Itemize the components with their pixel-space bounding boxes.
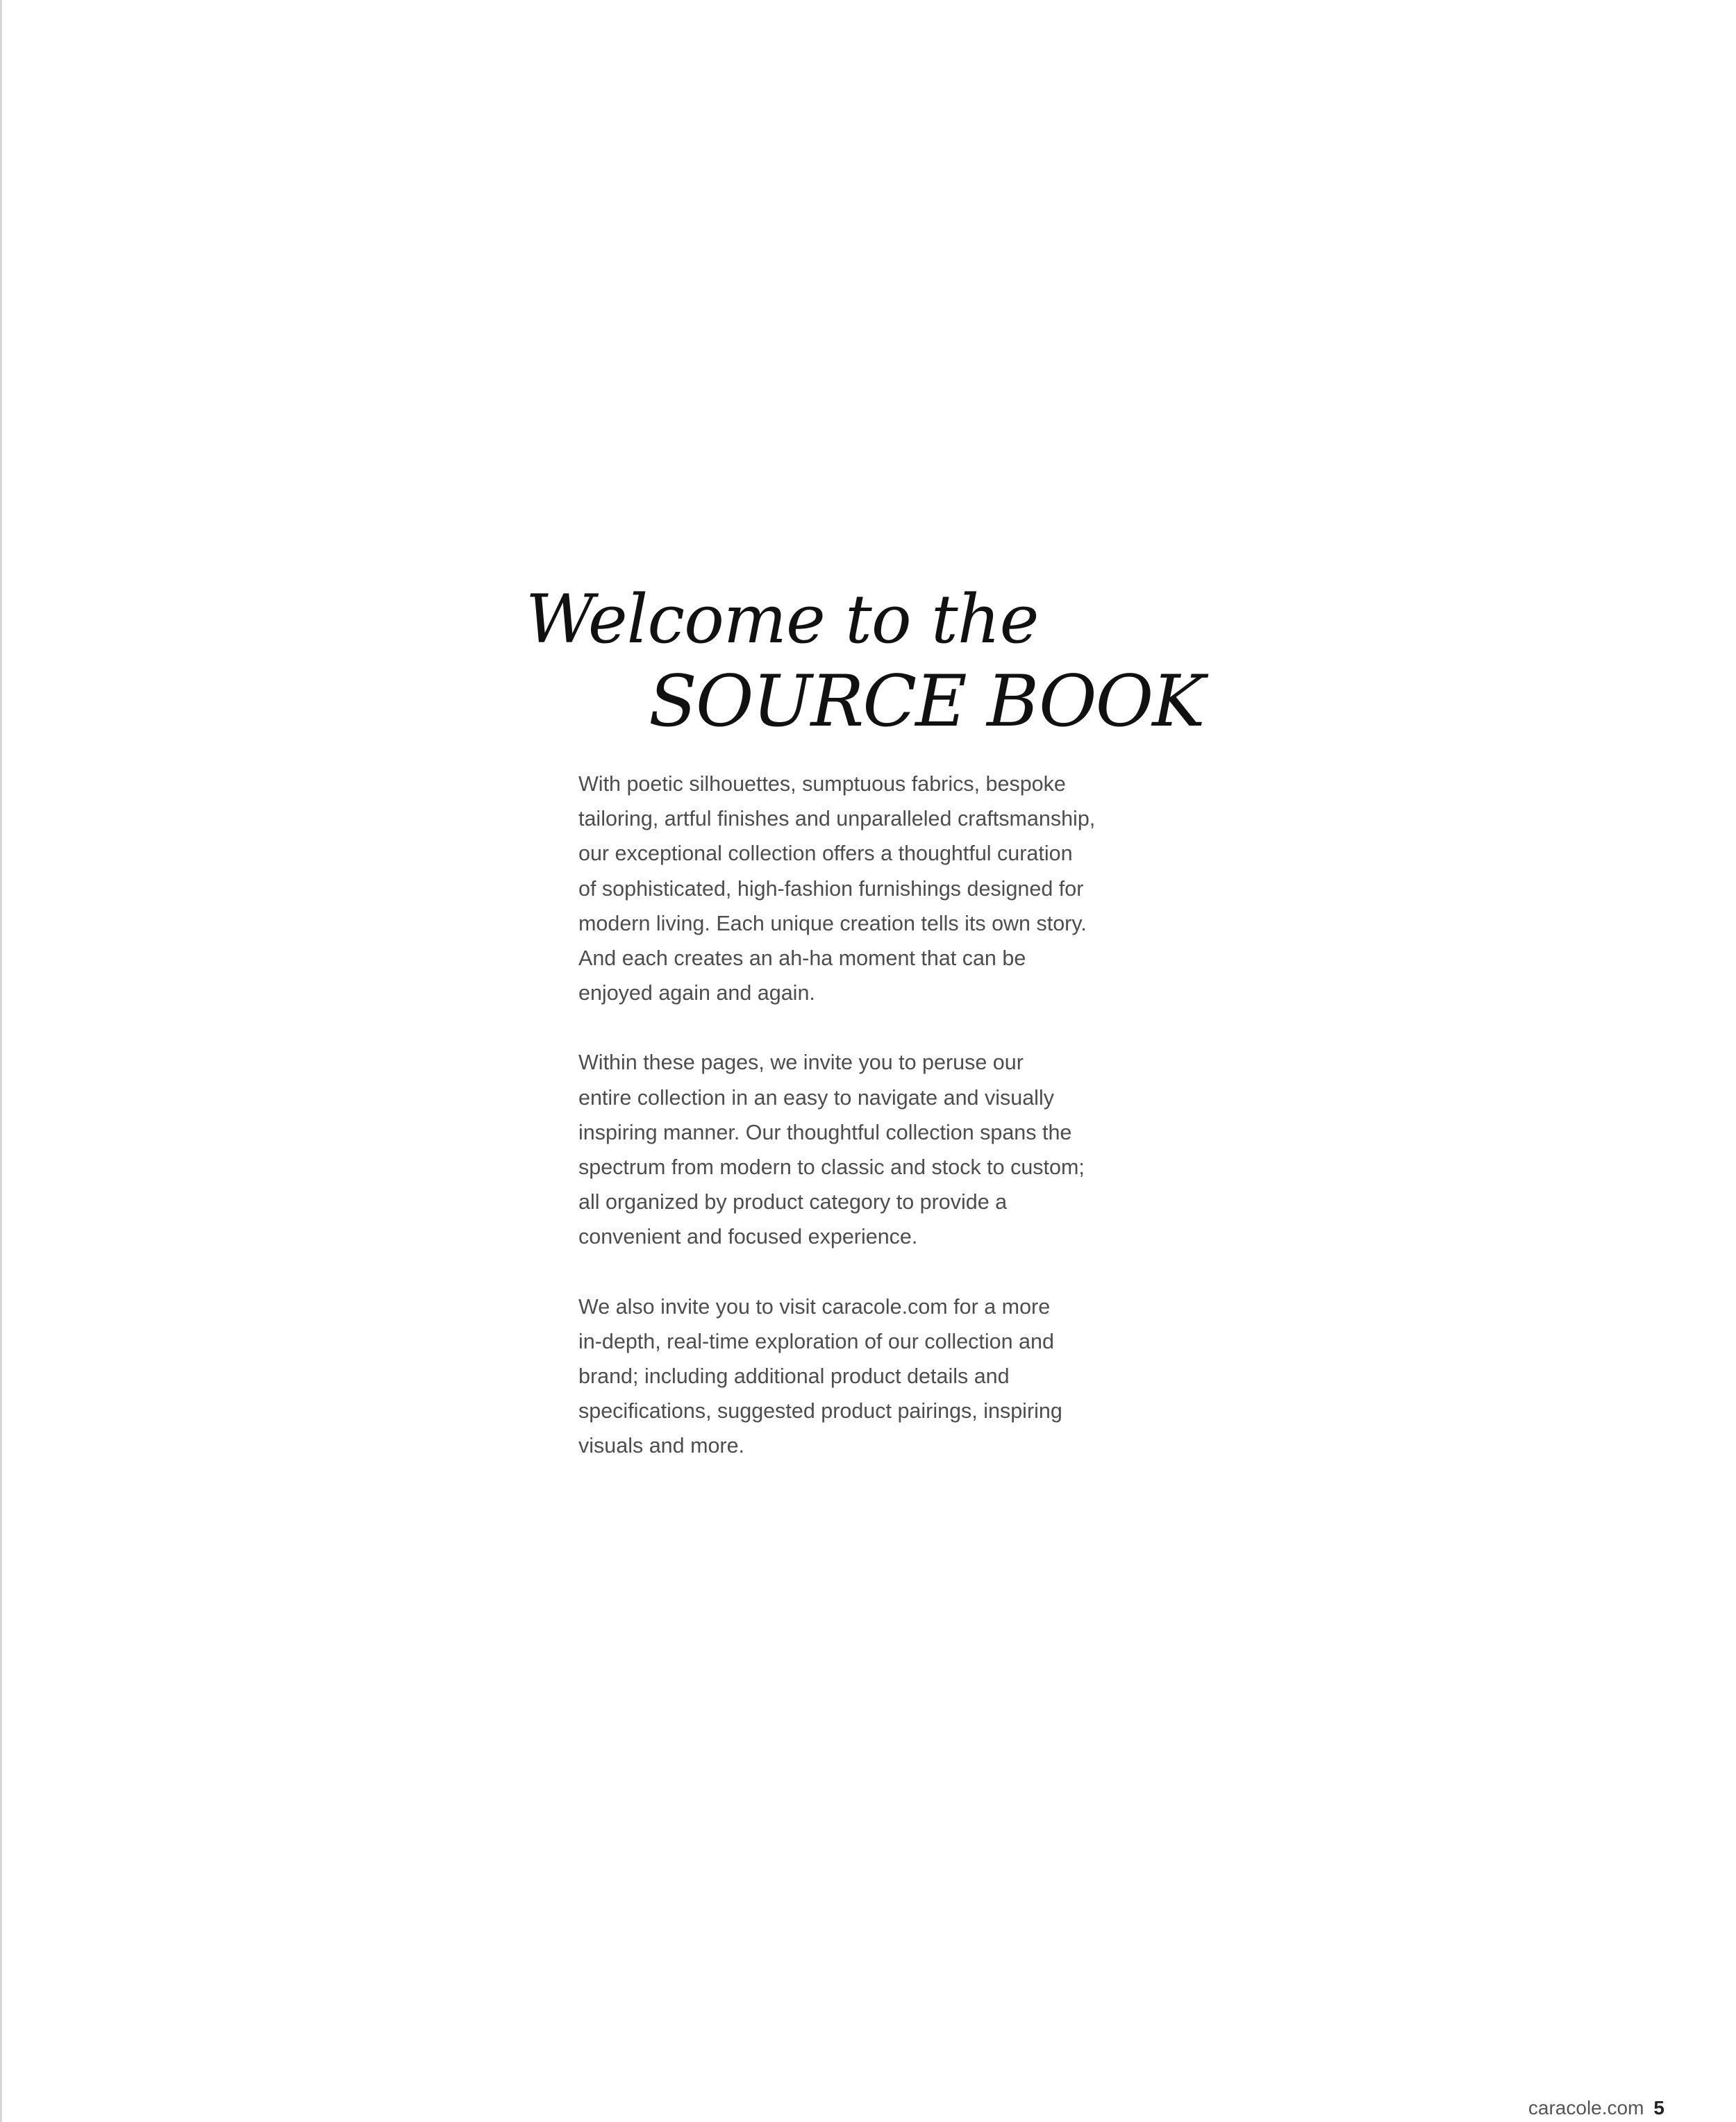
intro-body bbox=[578, 767, 1176, 1498]
page-number: 5 bbox=[1653, 2097, 1664, 2119]
intro-paragraph-2: Within these pages, we invite you to peruse our entire collection in an easy to navigate and visually inspiring manner. Our thoughtful collection spans the spectrum from modern to classic and stock to custom; all organized by product category to provide a convenient and focused experience. bbox=[578, 1051, 1085, 1249]
heading-source-book: SOURCE BOOK bbox=[649, 660, 1204, 743]
intro-paragraph-1: With poetic silhouettes, sumptuous fabrics, bespoke tailoring, artful finishes and unparalleled craftsmanship, our exceptional collection offers a thoughtful curation of sophisticated, high-fashion furnishings designed for modern living. Each unique creation tells its own story. And each creates an ah-ha moment that can be enjoyed again and again. bbox=[578, 772, 1096, 1005]
intro-paragraph-3: We also invite you to visit caracole.com for a more in-depth, real-time exploration of our collection and brand; including additional product details and specifications, suggested product pairings, inspiring visuals and more. bbox=[578, 1294, 1062, 1458]
footer-site-link[interactable]: caracole.com bbox=[1528, 2097, 1644, 2119]
page-edge-line bbox=[0, 0, 2, 2122]
heading-welcome-line: Welcome to the bbox=[526, 580, 1039, 658]
page-footer bbox=[1528, 2094, 1664, 2122]
